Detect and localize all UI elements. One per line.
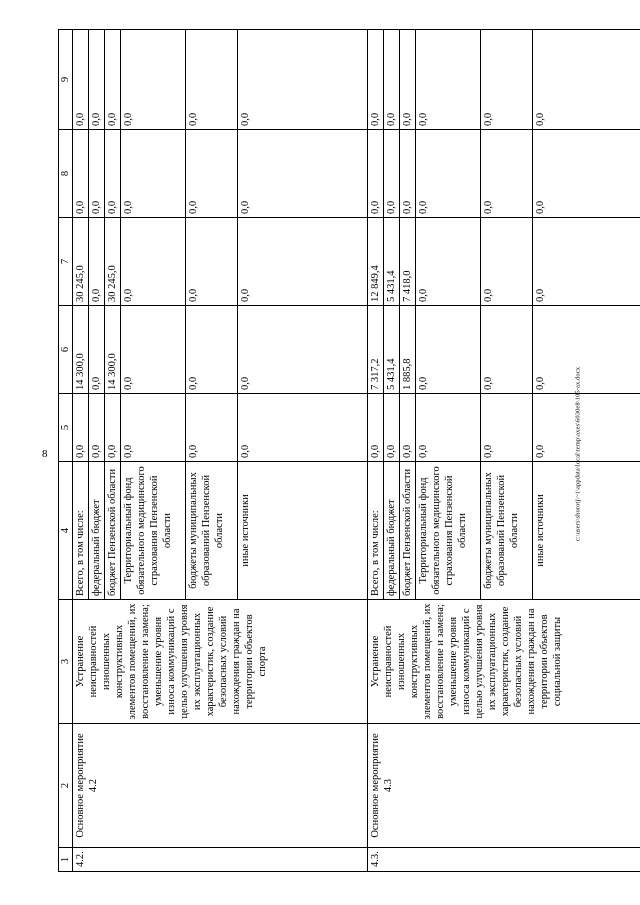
value-cell-7: 30 245,0 [105, 218, 121, 306]
column-number-row [59, 30, 73, 872]
value-cell-9: 0,0 [105, 30, 121, 130]
value-cell-7: 30 245,0 [73, 218, 89, 306]
value-cell-7: 0,0 [186, 218, 238, 306]
value-cell-7: 0,0 [481, 218, 533, 306]
value-cell-9: 0,0 [416, 30, 481, 130]
value-cell-7: 0,0 [238, 218, 368, 306]
activity-name: Основное мероприятие 4.3 [368, 724, 640, 848]
table-row [368, 30, 384, 872]
value-cell-5: 0,0 [368, 394, 384, 462]
value-cell-6: 1 885,8 [400, 306, 416, 394]
value-cell-9: 0,0 [238, 30, 368, 130]
value-cell-6: 0,0 [416, 306, 481, 394]
funding-source-label: бюджеты муниципальных образований Пензенской области [186, 462, 238, 600]
value-cell-5: 0,0 [238, 394, 368, 462]
value-cell-5: 0,0 [105, 394, 121, 462]
value-cell-7: 0,0 [533, 218, 640, 306]
funding-source-label: иные источники [533, 462, 640, 600]
value-cell-6: 0,0 [121, 306, 186, 394]
value-cell-8: 0,0 [73, 130, 89, 218]
value-cell-6: 0,0 [238, 306, 368, 394]
value-cell-7: 0,0 [89, 218, 105, 306]
value-cell-6: 5 431,4 [384, 306, 400, 394]
funding-source-label: Всего, в том числе: [73, 462, 89, 600]
funding-source-label: бюджет Пензенской области [400, 462, 416, 600]
funding-source-label: Всего, в том числе: [368, 462, 384, 600]
column-header-8: 8 [59, 130, 73, 218]
value-cell-9: 0,0 [89, 30, 105, 130]
funding-source-label: бюджеты муниципальных образований Пензенской области [481, 462, 533, 600]
value-cell-5: 0,0 [533, 394, 640, 462]
value-cell-9: 0,0 [400, 30, 416, 130]
value-cell-9: 0,0 [368, 30, 384, 130]
value-cell-5: 0,0 [121, 394, 186, 462]
value-cell-9: 0,0 [384, 30, 400, 130]
activity-description: Устранение неисправностей изношенных конструктивных элементов помещений, их восстановление и замена; уменьшение уровня износа коммуникаций с целью улучшения уровня их эксплуатационных характеристик, создание безопасных условий нахождения граждан на территории объектов социальной защиты [368, 600, 640, 724]
value-cell-5: 0,0 [416, 394, 481, 462]
value-cell-5: 0,0 [89, 394, 105, 462]
value-cell-8: 0,0 [400, 130, 416, 218]
column-header-6: 6 [59, 306, 73, 394]
footer-file-path: c:\users\shorotj\~1\appdata\local\temp\axes\6030e8\105-ax.docx [574, 366, 582, 542]
value-cell-8: 0,0 [238, 130, 368, 218]
value-cell-7: 12 849,4 [368, 218, 384, 306]
value-cell-5: 0,0 [384, 394, 400, 462]
value-cell-6: 0,0 [533, 306, 640, 394]
value-cell-9: 0,0 [73, 30, 89, 130]
column-header-3: 3 [59, 600, 73, 724]
value-cell-6: 14 300,0 [105, 306, 121, 394]
value-cell-9: 0,0 [186, 30, 238, 130]
funding-source-label: Территориальный фонд обязательного медицинского страхования Пензенской области [416, 462, 481, 600]
value-cell-7: 0,0 [121, 218, 186, 306]
value-cell-5: 0,0 [481, 394, 533, 462]
value-cell-5: 0,0 [186, 394, 238, 462]
value-cell-7: 7 418,0 [400, 218, 416, 306]
value-cell-5: 0,0 [400, 394, 416, 462]
value-cell-8: 0,0 [481, 130, 533, 218]
row-number: 4.3. [368, 848, 640, 872]
column-header-2: 2 [59, 724, 73, 848]
value-cell-8: 0,0 [384, 130, 400, 218]
value-cell-9: 0,0 [481, 30, 533, 130]
value-cell-9: 0,0 [533, 30, 640, 130]
table-row [73, 30, 89, 872]
value-cell-6: 0,0 [481, 306, 533, 394]
column-header-9: 9 [59, 30, 73, 130]
value-cell-8: 0,0 [533, 130, 640, 218]
column-header-1: 1 [59, 848, 73, 872]
activity-description: Устранение неисправностей изношенных конструктивных элементов помещений, их восстановление и замена; уменьшение уровня износа коммуникаций с целью улучшения уровня их эксплуатационных характеристик, создание безопасных условий нахождения граждан на территории объектов спорта [73, 600, 368, 724]
value-cell-6: 14 300,0 [73, 306, 89, 394]
value-cell-8: 0,0 [105, 130, 121, 218]
row-number: 4.2. [73, 848, 368, 872]
page-number: 8 [42, 448, 48, 460]
value-cell-7: 0,0 [416, 218, 481, 306]
funding-source-label: федеральный бюджет [384, 462, 400, 600]
value-cell-6: 0,0 [89, 306, 105, 394]
column-header-4: 4 [59, 462, 73, 600]
value-cell-8: 0,0 [416, 130, 481, 218]
value-cell-6: 7 317,2 [368, 306, 384, 394]
value-cell-9: 0,0 [121, 30, 186, 130]
funding-table [58, 29, 640, 872]
column-header-5: 5 [59, 394, 73, 462]
value-cell-8: 0,0 [89, 130, 105, 218]
value-cell-5: 0,0 [73, 394, 89, 462]
value-cell-6: 0,0 [186, 306, 238, 394]
funding-source-label: федеральный бюджет [89, 462, 105, 600]
rotated-table-area [58, 30, 580, 872]
funding-source-label: бюджет Пензенской области [105, 462, 121, 600]
column-header-7: 7 [59, 218, 73, 306]
activity-name: Основное мероприятие 4.2 [73, 724, 368, 848]
funding-source-label: иные источники [238, 462, 368, 600]
funding-source-label: Территориальный фонд обязательного медицинского страхования Пензенской области [121, 462, 186, 600]
value-cell-8: 0,0 [368, 130, 384, 218]
value-cell-7: 5 431,4 [384, 218, 400, 306]
value-cell-8: 0,0 [121, 130, 186, 218]
value-cell-8: 0,0 [186, 130, 238, 218]
